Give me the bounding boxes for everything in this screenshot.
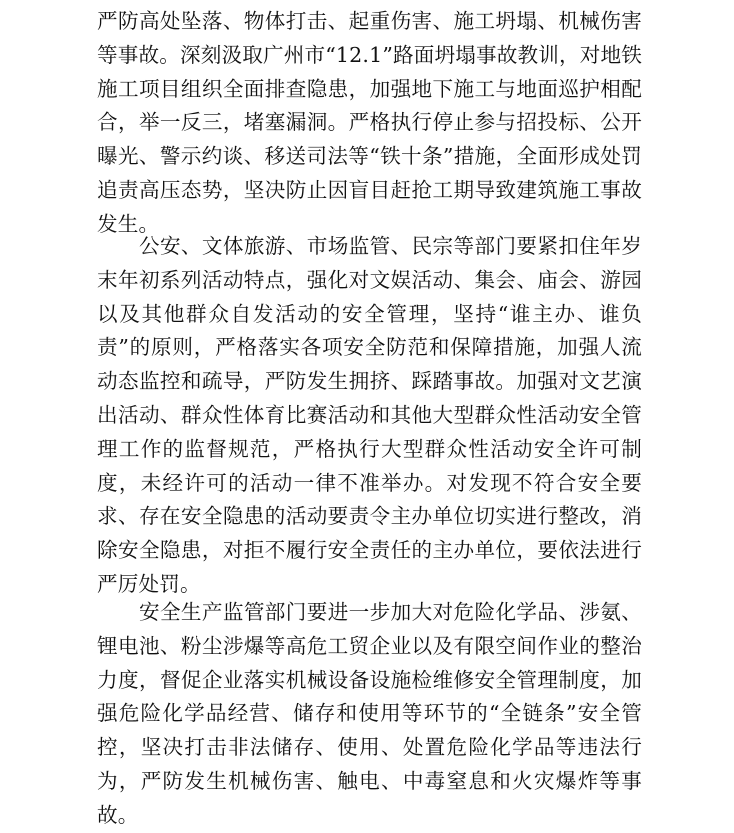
- paragraph-public-events-safety: 公安、文体旅游、市场监管、民宗等部门要紧扣住年岁末年初系列活动特点，强化对文娱活动、集会、庙会、游园以及其他群众自发活动的安全管理，坚持“谁主办、谁负责”的原则，严格落实各项安全防范和保障措施，加强人流动态监控和疏导，严防发生拥挤、踩踏事故。加强对文艺演出活动、群众性体育比赛活动和其他大型群众性活动安全管理工作的监督规范，严格执行大型群众性活动安全许可制度，未经许可的活动一律不准举办。对发现不符合安全要求、存在安全隐患的活动要责令主办单位切实进行整改，消除安全隐患，对拒不履行安全责任的主办单位，要依法进行严厉处罚。: [97, 234, 642, 596]
- paragraph-construction-safety: 严防高处坠落、物体打击、起重伤害、施工坍塌、机械伤害等事故。深刻汲取广州市“12.1”路面坍塌事故教训，对地铁施工项目组织全面排查隐患，加强地下施工与地面巡护相配合，举一反三，堵塞漏洞。严格执行停止参与招投标、公开曝光、警示约谈、移送司法等“铁十条”措施，全面形成处罚追责高压态势，坚决防止因盲目赶抢工期导致建筑施工事故发生。: [97, 9, 642, 236]
- paragraph-hazardous-chemicals-safety: 安全生产监管部门要进一步加大对危险化学品、涉氨、锂电池、粉尘涉爆等高危工贸企业以及有限空间作业的整治力度，督促企业落实机械设备设施检维修安全管理制度，加强危险化学品经营、储存和使用等环节的“全链条”安全管控，坚决打击非法储存、使用、处置危险化学品等违法行为，严防发生机械伤害、触电、中毒窒息和火灾爆炸等事故。: [97, 600, 642, 827]
